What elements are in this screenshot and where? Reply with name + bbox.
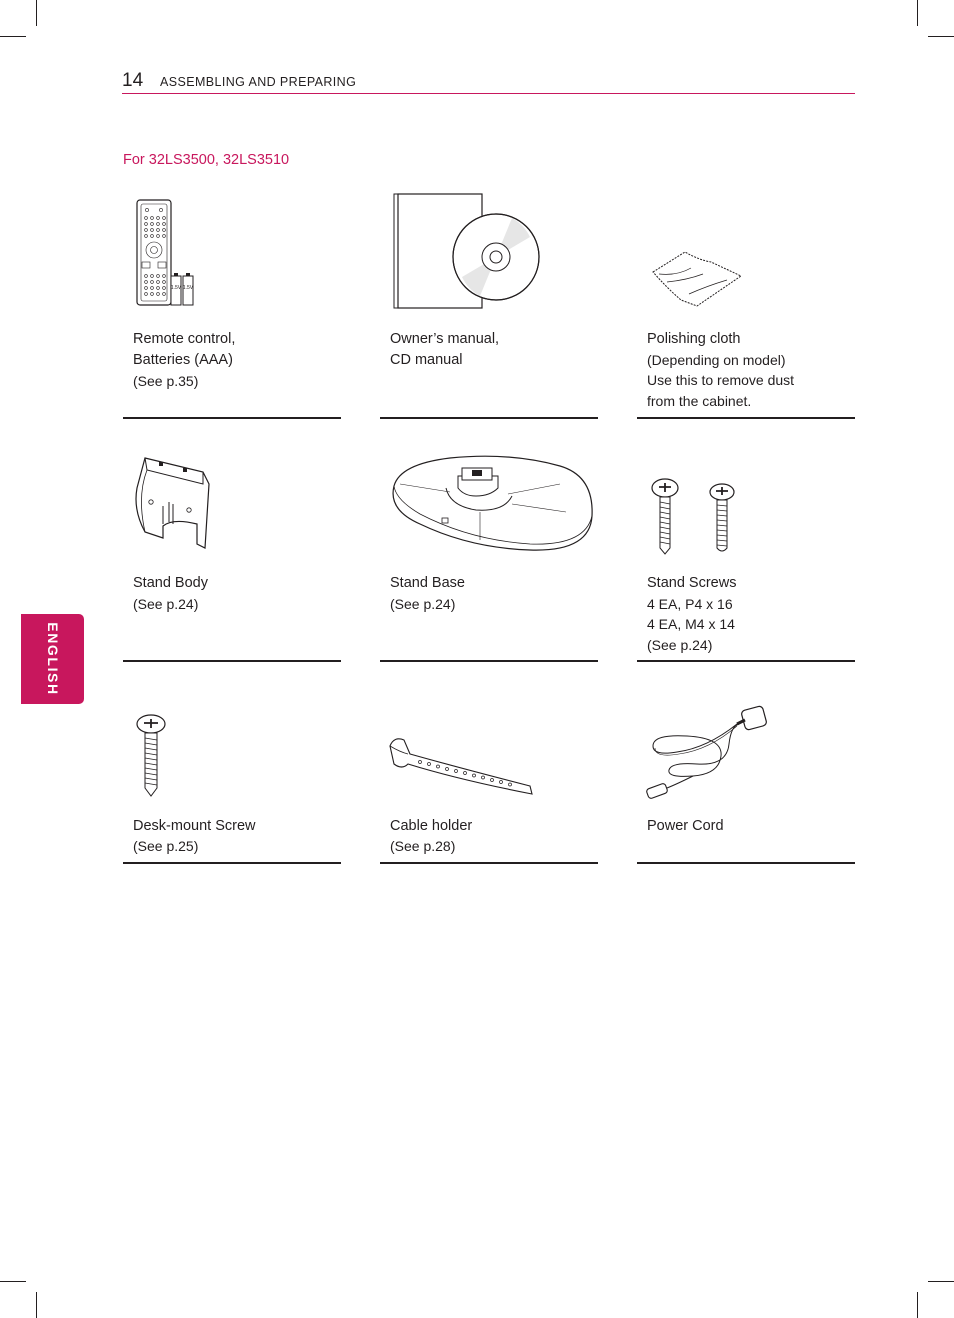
item-description: 4 EA, M4 x 14 (647, 616, 735, 632)
stand-screws-illustration (637, 440, 855, 560)
header-divider (122, 93, 855, 94)
item-description: (Depending on model) (647, 352, 786, 368)
item-name: Batteries (AAA) (133, 352, 233, 368)
crop-mark (917, 1292, 918, 1318)
crop-mark (928, 1281, 954, 1282)
battery-voltage-label: 1.5V (182, 285, 194, 291)
cable-holder-icon (380, 690, 598, 810)
section-title: ASSEMBLING AND PREPARING (160, 75, 357, 89)
item-divider (637, 862, 855, 864)
stand-base-icon (380, 440, 598, 560)
screw-icon (652, 479, 678, 554)
item-divider (123, 862, 341, 864)
item-description: (See p.25) (133, 838, 199, 854)
item-divider (380, 660, 598, 662)
crop-mark (36, 0, 37, 26)
battery-icon (183, 273, 194, 305)
item-power-cord (637, 690, 855, 868)
screw-icon (123, 690, 341, 810)
battery-voltage-label: 1.5V (170, 285, 182, 291)
item-divider (637, 417, 855, 419)
item-description: (See p.28) (390, 838, 456, 854)
item-divider (380, 862, 598, 864)
item-divider (380, 417, 598, 419)
item-name: Remote control, (133, 331, 236, 347)
stand-body-icon (123, 440, 341, 560)
item-stand-body (123, 440, 341, 665)
item-description: 4 EA, P4 x 16 (647, 596, 733, 612)
item-remote-control (123, 190, 341, 420)
item-divider (637, 660, 855, 662)
item-name: Power Cord (647, 818, 724, 834)
item-cable-holder (380, 690, 598, 868)
item-name: Owner’s manual, (390, 331, 500, 347)
item-name: CD manual (390, 352, 463, 368)
item-polishing-cloth (637, 190, 855, 420)
item-name: Cable holder (390, 818, 473, 834)
crop-mark (36, 1292, 37, 1318)
item-desk-mount-screw (123, 690, 341, 868)
item-name: Desk-mount Screw (133, 818, 256, 834)
crop-mark (0, 1281, 26, 1282)
item-description: Use this to remove dust (647, 372, 795, 388)
language-tab (21, 614, 84, 704)
item-name: Stand Body (133, 575, 208, 591)
item-name: Polishing cloth (647, 331, 741, 347)
crop-mark (917, 0, 918, 26)
item-owners-manual (380, 190, 598, 420)
item-divider (123, 417, 341, 419)
page-number: 14 (122, 70, 144, 91)
language-tab-label: ENGLISH (44, 622, 61, 696)
crop-mark (0, 36, 26, 37)
item-name: Stand Base (390, 575, 465, 591)
item-name: Stand Screws (647, 575, 737, 591)
model-heading: For 32LS3500, 32LS3510 (123, 152, 290, 168)
item-description: (See p.24) (133, 596, 199, 612)
item-description: from the cabinet. (647, 393, 752, 409)
screw-icon (710, 484, 734, 551)
item-stand-screws (637, 440, 855, 665)
power-cord-icon (637, 690, 855, 810)
battery-icon (171, 273, 182, 305)
item-description: (See p.35) (133, 373, 199, 389)
item-description: (See p.24) (647, 637, 713, 653)
item-stand-base (380, 440, 598, 665)
remote-control-icon (123, 190, 341, 320)
item-description: (See p.24) (390, 596, 456, 612)
item-divider (123, 660, 341, 662)
crop-mark (928, 36, 954, 37)
manual-cd-icon (380, 190, 598, 320)
polishing-cloth-icon (637, 190, 855, 320)
